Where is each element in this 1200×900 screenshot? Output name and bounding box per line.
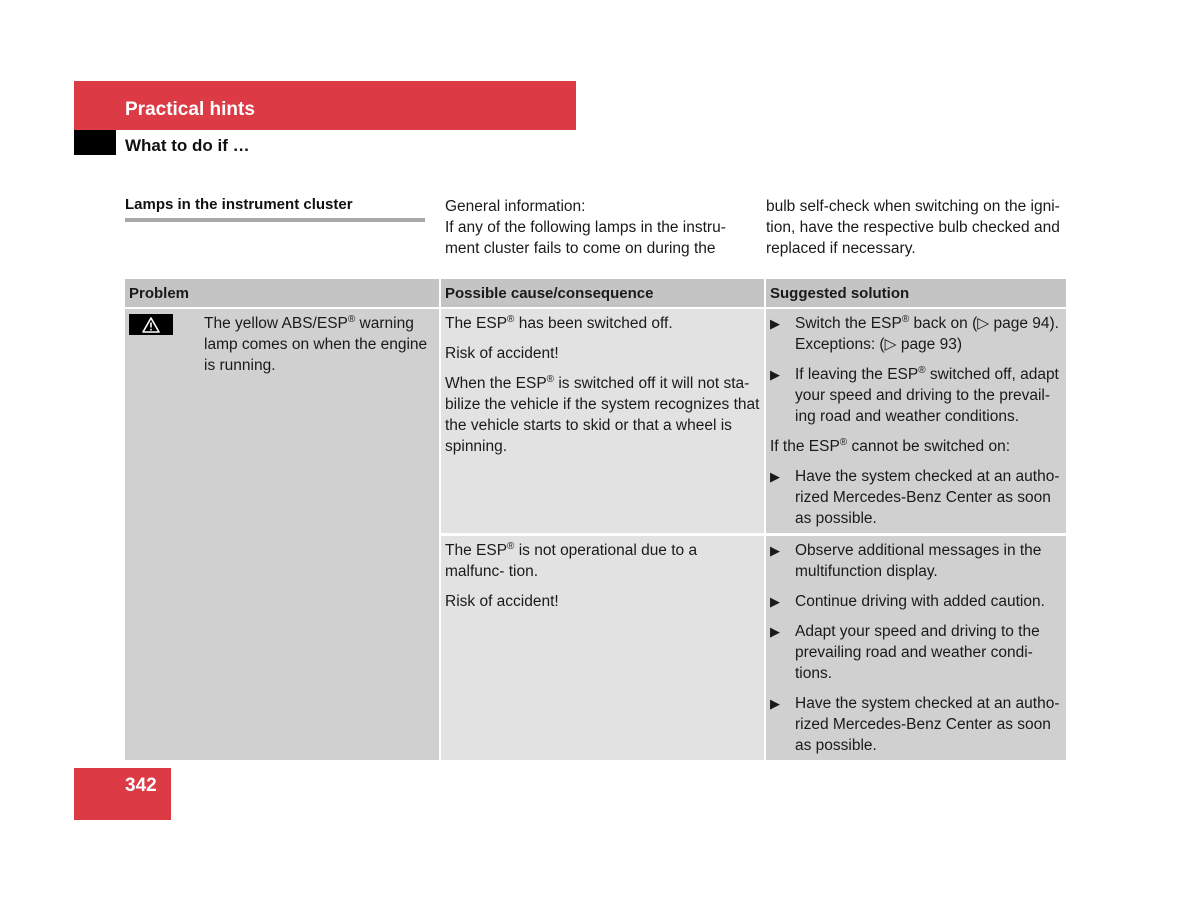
solution-bullet bbox=[770, 621, 1062, 684]
solution-text: cannot be switched on: bbox=[847, 438, 1011, 455]
bullet-triangle-icon: ▶ bbox=[770, 543, 780, 558]
solution-text: back on (▷ page 94). Exceptions: (▷ page 93) bbox=[795, 315, 1059, 353]
registered-mark: ® bbox=[839, 436, 848, 448]
cause-paragraph bbox=[445, 540, 760, 582]
solution-text: Have the system checked at an autho- rized Mercedes-Benz Center as soon as possible. bbox=[795, 695, 1060, 754]
intro-line: tion, have the respective bulb checked and bbox=[766, 219, 1060, 236]
section-underline bbox=[125, 218, 425, 222]
intro-line: replaced if necessary. bbox=[766, 240, 916, 257]
solution-paragraph bbox=[770, 436, 1062, 457]
solution-cell bbox=[765, 308, 1066, 535]
table-header-row bbox=[125, 279, 1066, 308]
bullet-triangle-icon: ▶ bbox=[770, 316, 780, 331]
bullet-triangle-icon: ▶ bbox=[770, 469, 780, 484]
cause-text: is switched off it will not sta- bilize the vehicle if the system recognizes that the vehicle starts to skid or that a wheel is spinning. bbox=[445, 375, 760, 455]
bullet-triangle-icon: ▶ bbox=[770, 367, 780, 382]
solution-text: Observe additional messages in the multifunction display. bbox=[795, 542, 1042, 580]
page-title: Practical hints bbox=[125, 99, 255, 120]
cause-text: The ESP bbox=[445, 315, 508, 332]
solution-text: switched off, adapt your speed and driving to the prevail- ing road and weather conditions. bbox=[795, 366, 1059, 425]
intro-column-2 bbox=[766, 196, 1066, 259]
registered-mark: ® bbox=[347, 313, 356, 325]
intro-column-1 bbox=[445, 196, 745, 259]
page-number: 342 bbox=[125, 775, 157, 796]
solution-cell bbox=[765, 535, 1066, 761]
cause-paragraph bbox=[445, 591, 760, 612]
problem-text-b: warning lamp comes on when the engine is running. bbox=[204, 315, 428, 374]
column-header-problem: Problem bbox=[125, 279, 440, 308]
solution-text: Continue driving with added caution. bbox=[795, 593, 1045, 610]
problem-text-a: The yellow ABS/ESP bbox=[204, 315, 348, 332]
section-heading: Lamps in the instrument cluster bbox=[125, 196, 353, 213]
cause-paragraph bbox=[445, 343, 760, 364]
cause-paragraph bbox=[445, 373, 760, 457]
table-row bbox=[125, 308, 1066, 535]
solution-bullet bbox=[770, 693, 1062, 756]
subtitle-marker bbox=[74, 130, 116, 155]
solution-bullet bbox=[770, 540, 1062, 582]
intro-line: ment cluster fails to come on during the bbox=[445, 240, 716, 257]
problem-table bbox=[125, 279, 1066, 760]
solution-bullet bbox=[770, 466, 1062, 529]
cause-text: has been switched off. bbox=[514, 315, 673, 332]
cause-text: Risk of accident! bbox=[445, 593, 559, 610]
solution-text: Switch the ESP bbox=[795, 315, 902, 332]
solution-text: Have the system checked at an autho- rized Mercedes-Benz Center as soon as possible. bbox=[795, 468, 1060, 527]
bullet-triangle-icon: ▶ bbox=[770, 594, 780, 609]
solution-text: Adapt your speed and driving to the prevailing road and weather condi- tions. bbox=[795, 623, 1040, 682]
cause-paragraph bbox=[445, 313, 760, 334]
bullet-triangle-icon: ▶ bbox=[770, 624, 780, 639]
cause-text: Risk of accident! bbox=[445, 345, 559, 362]
solution-bullet bbox=[770, 313, 1062, 355]
registered-mark: ® bbox=[918, 364, 926, 376]
solution-bullet bbox=[770, 591, 1062, 612]
solution-text: If the ESP bbox=[770, 438, 840, 455]
cause-text: The ESP bbox=[445, 542, 508, 559]
solution-text: If leaving the ESP bbox=[795, 366, 919, 383]
cause-cell bbox=[440, 308, 765, 535]
registered-mark: ® bbox=[546, 373, 555, 385]
column-header-solution: Suggested solution bbox=[765, 279, 1066, 308]
page-subtitle: What to do if … bbox=[125, 136, 250, 155]
bullet-triangle-icon: ▶ bbox=[770, 696, 780, 711]
cause-text: When the ESP bbox=[445, 375, 547, 392]
problem-description bbox=[204, 313, 435, 376]
column-header-cause: Possible cause/consequence bbox=[440, 279, 765, 308]
problem-cell bbox=[125, 308, 440, 760]
cause-text: is not operational due to a malfunc- tion. bbox=[445, 542, 698, 580]
registered-mark: ® bbox=[507, 313, 515, 325]
registered-mark: ® bbox=[507, 540, 515, 552]
solution-bullet bbox=[770, 364, 1062, 427]
registered-mark: ® bbox=[901, 313, 910, 325]
warning-triangle-icon bbox=[129, 314, 173, 335]
intro-line: bulb self-check when switching on the igni- bbox=[766, 198, 1060, 215]
intro-line: General information: bbox=[445, 198, 586, 215]
intro-line: If any of the following lamps in the instru- bbox=[445, 219, 726, 236]
cause-cell bbox=[440, 535, 765, 761]
